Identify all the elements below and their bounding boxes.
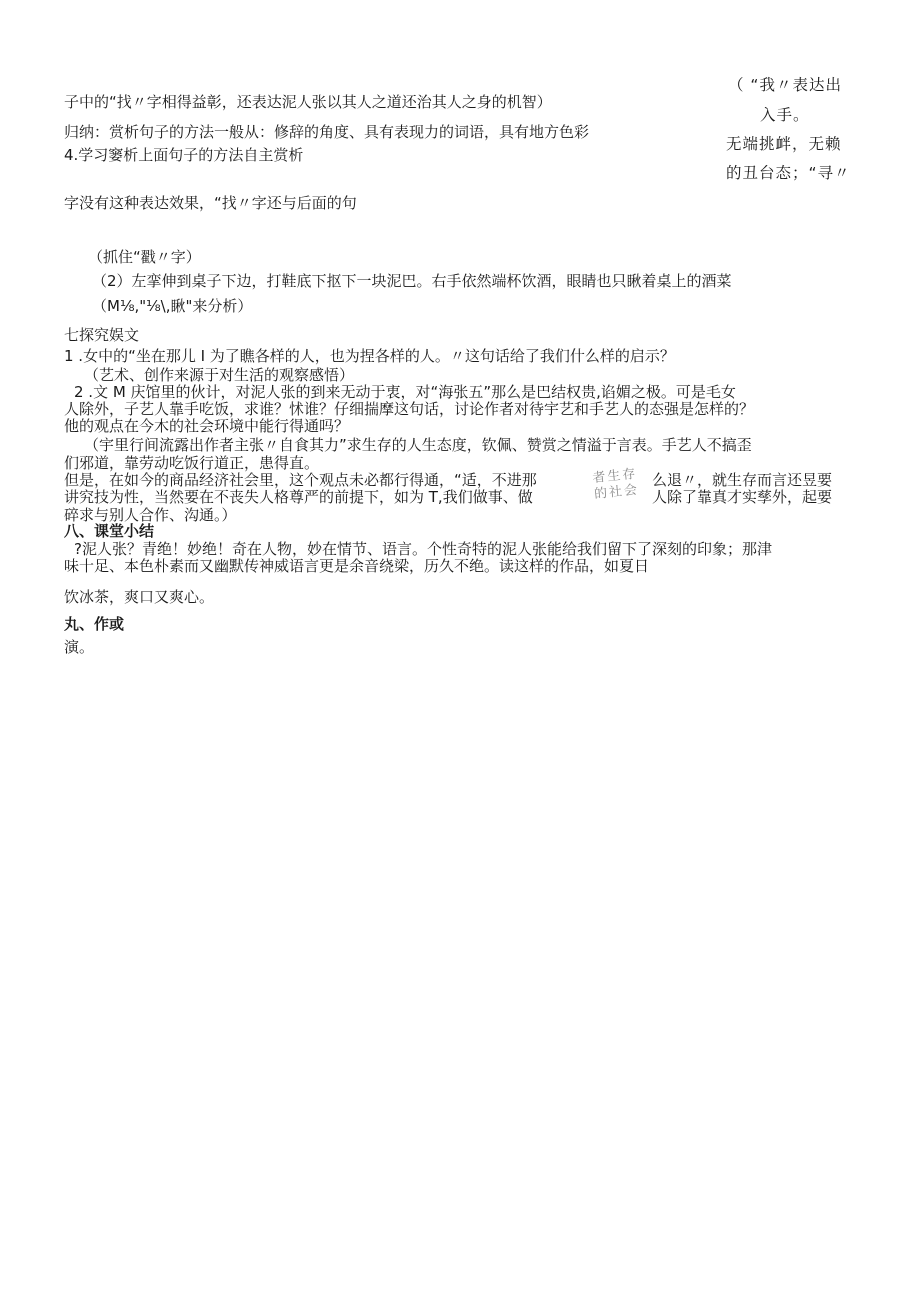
answer-line: 人除了靠真才实孳外，起要 <box>652 488 833 506</box>
section-title: 丸、作或 <box>64 615 125 633</box>
paragraph-line: 4.学习窭析上面句子的方法自主赏析 <box>64 146 304 164</box>
answer-line: 但是，在如今的商品经济社会里，这个观点未必都行得通，“适，不进那 <box>64 471 537 489</box>
answer-line: （宇里行间流露出作者主张〃自食其力”求生存的人生态度，钦佩、赞赏之情溢于言表。手艺人不搞歪 <box>84 436 752 454</box>
sidebar-line: 的丑台态；“寻〃 <box>726 164 851 182</box>
paragraph-line: 子中的“找〃字相得益彰，还表达泥人张以其人之道还治其人之身的机智） <box>64 93 552 111</box>
exercise-item: （2）左挛伸到桌子下边，打鞋底下抠下一块泥巴。右手依然端杯饮酒，眼睛也只瞅着桌上的酒菜 <box>92 272 732 290</box>
stamp-text: 者生存 <box>591 466 639 487</box>
hint-text: （抓住“戳〃字） <box>88 248 201 266</box>
question-line: 1 .女中的“坐在那儿 I 为了瞧各样的人，也为捏各样的人。〃这句话给了我们什么样的启示？ <box>64 347 675 365</box>
stamp-overlay <box>592 465 658 517</box>
answer-line: 讲究技为性，当然要在不丧失人格尊严的前提下，如为 T,我们做事、做 <box>64 488 533 506</box>
sidebar-line: （ “我〃表达出 <box>728 76 842 94</box>
paragraph-line: 演。 <box>64 638 95 656</box>
question-line: 人除外，子艺人靠手吃饭，求谁？怵谁？仔细揣摩这句话，讨论作者对待宇艺和手艺人的态强是怎样的？ <box>64 400 755 418</box>
question-line: 2 .文 M 庆馆里的伙计，对泥人张的到来无动于衷，对“海张五”那么是巴结权贵,谄媚之极。可是毛女 <box>74 383 736 401</box>
answer-line: 么退〃，就生存而言还昱要 <box>652 471 833 489</box>
summary-line: ?泥人张？青绝！妙绝！奇在人物，妙在情节、语言。个性奇特的泥人张能给我们留下了深刻的印象；那津 <box>74 540 772 558</box>
paragraph-line: 归纳：赏析句子的方法一般从：修辞的角度、具有表现力的词语，具有地方色彩 <box>64 123 590 141</box>
question-line: 他的观点在今木的社会环境中能行得通吗？ <box>64 417 350 435</box>
sidebar-line: 无端挑衅，无赖 <box>726 135 842 153</box>
summary-line: 饮冰茶，爽口又爽心。 <box>64 588 215 606</box>
answer-line: 们邪道，靠劳动吃饭行道正，患得直。 <box>64 454 320 472</box>
hint-text: （M⅛,"⅛\,瞅"来分析） <box>92 297 253 315</box>
sidebar-line: 入手。 <box>760 106 810 124</box>
answer-line: 碎求与别人合作、沟通。） <box>64 506 237 524</box>
stamp-text: 的社会 <box>593 482 640 502</box>
summary-line: 味十足、本色朴素而又幽默传神威语言更是余音绕梁，历久不绝。读这样的作品，如夏日 <box>64 557 650 575</box>
answer-line: （艺术、创作来源于对生活的观察感悟） <box>84 366 355 384</box>
section-title: 八、课堂小结 <box>64 522 155 540</box>
paragraph-line: 字没有这种表达效果，“找〃字还与后面的句 <box>64 194 357 212</box>
section-title: 七探究娱文 <box>64 326 140 344</box>
